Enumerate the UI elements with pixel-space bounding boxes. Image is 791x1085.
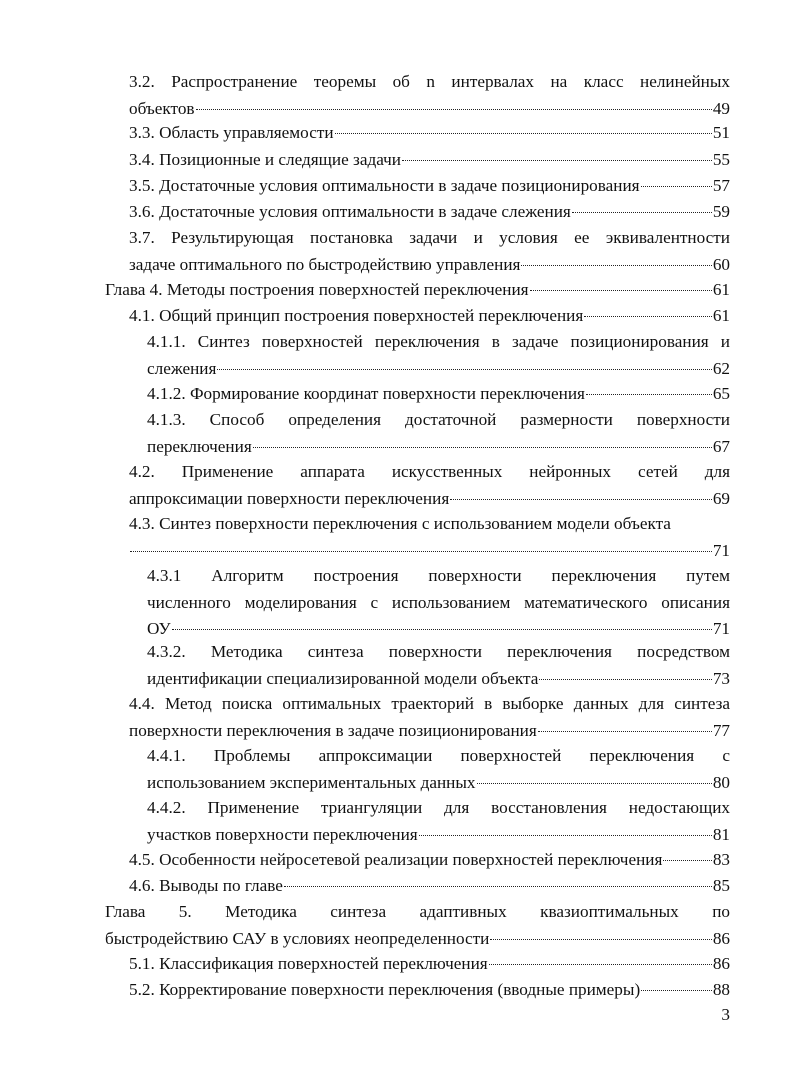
page-number: 3 xyxy=(721,1005,730,1024)
toc-entry-text: 4.5. Особенности нейросетевой реализации поверхностей переключения xyxy=(129,850,663,869)
dot-leader xyxy=(521,264,711,266)
toc-entry-text: идентификации специализированной модели объекта xyxy=(147,668,539,688)
toc-page-number: 86 xyxy=(712,954,730,973)
toc-entry-text: Глава 5. Методика синтеза адаптивных квазиоптимальных по xyxy=(105,902,730,921)
toc-entry-4-1-2[interactable] xyxy=(147,381,730,408)
toc-page-number: 67 xyxy=(712,436,730,456)
toc-entry-4-4-2[interactable] xyxy=(147,795,730,848)
dot-leader xyxy=(217,368,711,370)
toc-entry-text: слежения xyxy=(147,358,217,378)
toc-entry-text: 3.2. Распространение теоремы об n интервалах на класс нелинейных xyxy=(129,72,730,91)
toc-entry-4-2[interactable] xyxy=(129,459,730,512)
dot-leader xyxy=(335,132,712,134)
toc-entry-text: 3.5. Достаточные условия оптимальности в задаче позиционирования xyxy=(129,176,640,195)
toc-page-number: 73 xyxy=(712,668,730,688)
dot-leader xyxy=(490,938,711,940)
dot-leader xyxy=(130,550,712,552)
toc-page-number: 80 xyxy=(712,772,730,792)
dot-leader xyxy=(641,185,712,187)
dot-leader xyxy=(253,446,712,448)
toc-entry-text: Глава 4. Методы построения поверхностей переключения xyxy=(105,280,529,299)
toc-entry-text: 4.6. Выводы по главе xyxy=(129,876,283,895)
toc-entry-4-3[interactable] xyxy=(129,511,730,564)
toc-entry-5-1[interactable] xyxy=(129,951,730,978)
toc-page-number: 81 xyxy=(712,824,730,844)
toc-entry-text: быстродействию САУ в условиях неопределенности xyxy=(105,928,490,948)
toc-entry-text: 3.4. Позиционные и следящие задачи xyxy=(129,150,401,169)
dot-leader xyxy=(284,885,712,887)
toc-page-number: 60 xyxy=(712,254,730,274)
toc-entry-4-6[interactable] xyxy=(129,873,730,900)
toc-page-number: 65 xyxy=(712,384,730,403)
toc-entry-chapter-5[interactable] xyxy=(105,899,730,952)
toc-entry-text: поверхности переключения в задаче позиционирования xyxy=(129,720,537,740)
toc-page-number: 61 xyxy=(712,280,730,299)
toc-entry-text: 4.1.1. Синтез поверхностей переключения в задаче позиционирования и xyxy=(147,332,730,351)
dot-leader xyxy=(172,628,712,630)
toc-page-number: 49 xyxy=(712,98,730,118)
toc-entry-4-1-1[interactable] xyxy=(147,329,730,382)
dot-leader xyxy=(663,859,711,861)
toc-entry-text: задаче оптимального по быстродействию управления xyxy=(129,254,521,274)
toc-entry-4-4-1[interactable] xyxy=(147,743,730,796)
toc-entry-3-5[interactable] xyxy=(129,173,730,200)
toc-entry-4-1[interactable] xyxy=(129,303,730,330)
toc-entry-4-4[interactable] xyxy=(129,691,730,744)
toc-page-number: 62 xyxy=(712,358,730,378)
toc-entry-3-6[interactable] xyxy=(129,199,730,226)
toc-page-number: 86 xyxy=(712,928,730,948)
toc-page-number: 57 xyxy=(712,176,730,195)
dot-leader xyxy=(572,211,712,213)
toc-entry-text: численного моделирования с использованием математического описания xyxy=(147,592,730,612)
toc-entry-text: 4.1.3. Способ определения достаточной размерности поверхности xyxy=(147,410,730,429)
toc-entry-text: 4.4. Метод поиска оптимальных траекторий в выборке данных для синтеза xyxy=(129,694,730,713)
toc-page-number: 51 xyxy=(712,123,730,142)
toc-page-number: 55 xyxy=(712,150,730,169)
toc-entry-chapter-4[interactable] xyxy=(105,277,730,304)
dot-leader xyxy=(450,498,712,500)
dot-leader xyxy=(477,782,712,784)
toc-entry-text: аппроксимации поверхности переключения xyxy=(129,488,450,508)
toc-page-number: 59 xyxy=(712,202,730,221)
toc-entry-3-2[interactable] xyxy=(129,69,730,122)
toc-entry-4-3-2[interactable] xyxy=(147,639,730,692)
toc-entry-text: 4.3.1 Алгоритм построения поверхности переключения путем xyxy=(147,566,730,585)
toc-entry-4-5[interactable] xyxy=(129,847,730,874)
toc-entry-text: использованием экспериментальных данных xyxy=(147,772,476,792)
dot-leader xyxy=(402,159,712,161)
toc-entry-3-7[interactable] xyxy=(129,225,730,278)
toc-entry-4-1-3[interactable] xyxy=(147,407,730,460)
toc-entry-text: 3.7. Результирующая постановка задачи и условия ее эквивалентности xyxy=(129,228,730,247)
toc-entry-text: объектов xyxy=(129,98,195,118)
dot-leader xyxy=(196,108,712,110)
dot-leader xyxy=(539,678,711,680)
toc-page-number: 71 xyxy=(712,540,730,560)
dot-leader xyxy=(641,989,712,991)
dot-leader xyxy=(530,289,712,291)
toc-entry-text: 4.4.1. Проблемы аппроксимации поверхностей переключения с xyxy=(147,746,730,765)
toc-entry-text: 4.4.2. Применение триангуляции для восстановления недостающих xyxy=(147,798,730,817)
dot-leader xyxy=(419,834,712,836)
toc-page-number: 85 xyxy=(712,876,730,895)
dot-leader xyxy=(584,315,712,317)
toc-entry-5-2[interactable] xyxy=(129,977,730,1004)
toc-entry-4-3-1[interactable] xyxy=(147,563,730,643)
toc-page-number: 77 xyxy=(712,720,730,740)
toc-page-number: 71 xyxy=(712,619,730,638)
toc-entry-text: 4.1. Общий принцип построения поверхностей переключения xyxy=(129,306,584,325)
toc-entry-text: ОУ xyxy=(147,619,171,638)
toc-entry-text: 3.3. Область управляемости xyxy=(129,123,334,142)
toc-page-number: 88 xyxy=(712,980,730,999)
toc-entry-text: 3.6. Достаточные условия оптимальности в задаче слежения xyxy=(129,202,571,221)
dot-leader xyxy=(489,963,712,965)
toc-entry-3-4[interactable] xyxy=(129,147,730,174)
toc-entry-3-3[interactable] xyxy=(129,120,730,147)
dot-leader xyxy=(586,393,712,395)
toc-entry-text: 4.3.2. Методика синтеза поверхности переключения посредством xyxy=(147,642,730,661)
toc-entry-text: 4.1.2. Формирование координат поверхности переключения xyxy=(147,384,585,403)
toc-page-number: 69 xyxy=(712,488,730,508)
toc-entry-text: переключения xyxy=(147,436,252,456)
toc-page-number: 61 xyxy=(712,306,730,325)
dot-leader xyxy=(538,730,712,732)
toc-entry-text: 4.2. Применение аппарата искусственных нейронных сетей для xyxy=(129,462,730,481)
toc-entry-text: участков поверхности переключения xyxy=(147,824,418,844)
toc-entry-text: 5.2. Корректирование поверхности переключения (вводные примеры) xyxy=(129,980,641,999)
toc-page-number: 83 xyxy=(712,850,730,869)
toc-entry-text: 4.3. Синтез поверхности переключения с использованием модели объекта xyxy=(129,514,671,533)
toc-entry-text: 5.1. Классификация поверхностей переключения xyxy=(129,954,488,973)
